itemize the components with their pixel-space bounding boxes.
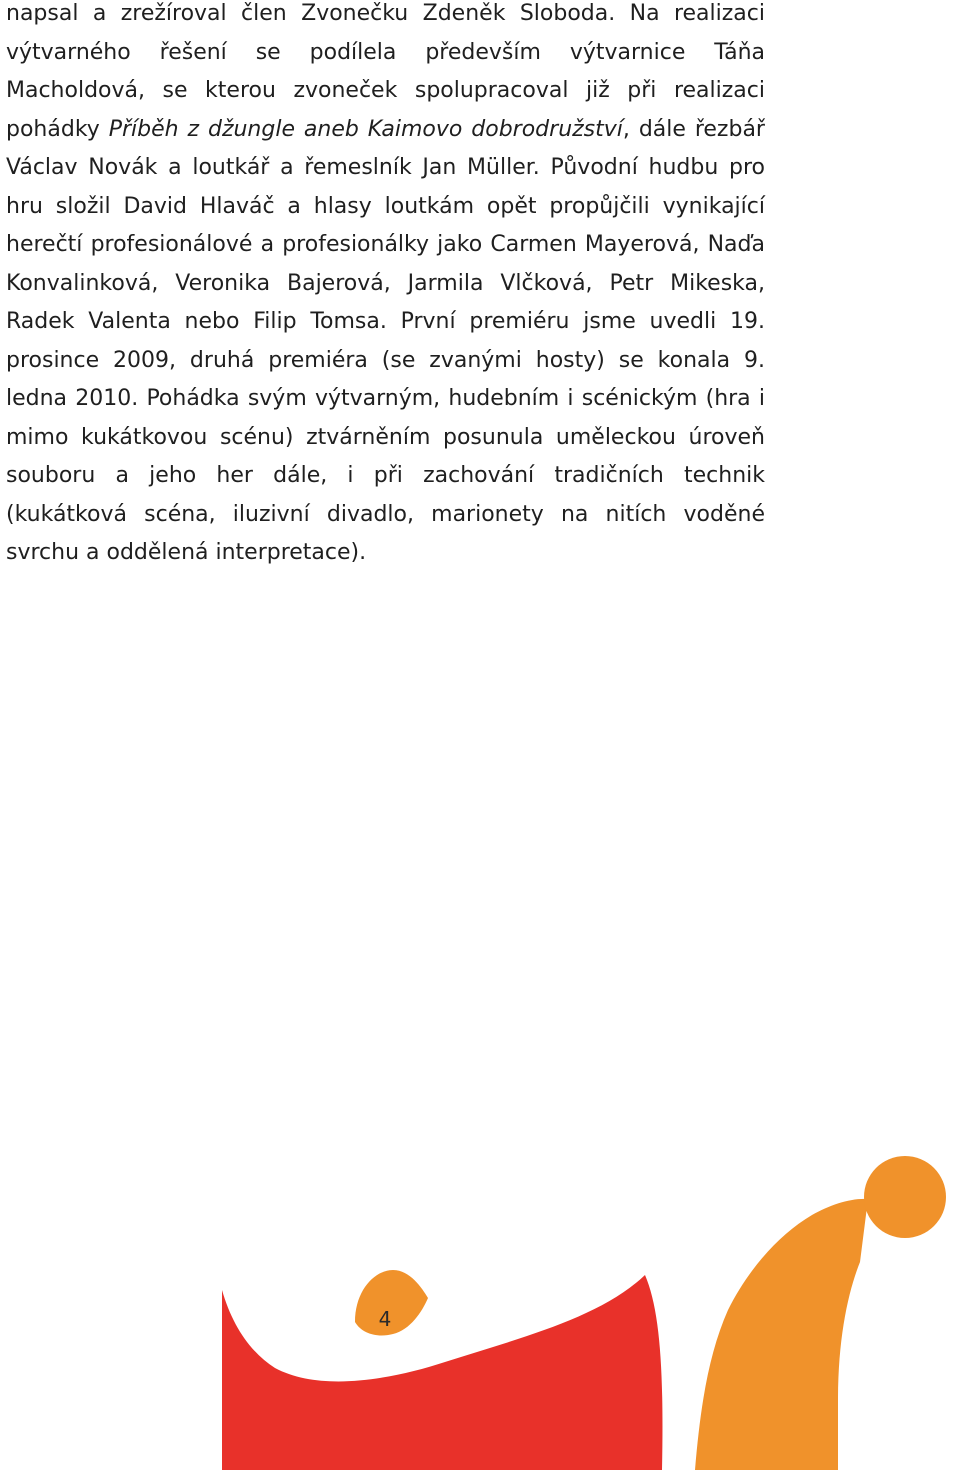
logo-orange-horn <box>695 1199 868 1470</box>
logo-red-shape <box>222 1275 662 1470</box>
italic-title: Příběh z džungle aneb Kaimovo dobrodružství <box>108 116 623 142</box>
logo-orange-circle <box>864 1156 946 1238</box>
page-number: 4 <box>378 1307 392 1331</box>
paragraph-text-part-1: napsal a zrežíroval člen Zvonečku Zdeněk Sloboda. Na realizaci výtvarného řešení se podílela především výtvarnice Táňa Macholdová, se kterou zvoneček spolupracoval již při realizaci pohádky <box>6 1 765 142</box>
paragraph-text-part-2: , dále řezbář Václav Novák a loutkář a řemeslník Jan Müller. Původní hudbu pro hru složil David Hlaváč a hlasy loutkám opět propůjčili vynikající herečtí profesionálové a profesionálky jako Carmen Mayerová, Naďa Konvalinková, Veronika Bajerová, Jarmila Vlčková, Petr Mikeska, Radek Valenta nebo Filip Tomsa. První premiéru jsme uvedli 19. prosince 2009, druhá premiéra (se zvanými hosty) se konala 9. ledna 2010. Pohádka svým výtvarným, hudebním i scénickým (hra i mimo kukátkovou scénu) ztvárněním posunula uměleckou úroveň souboru a jeho her dále, i při zachování tradičních technik (kukátková scéna, iluzivní divadlo, marionety na nitích voděné svrchu a oddělená interpretace). <box>6 116 765 565</box>
